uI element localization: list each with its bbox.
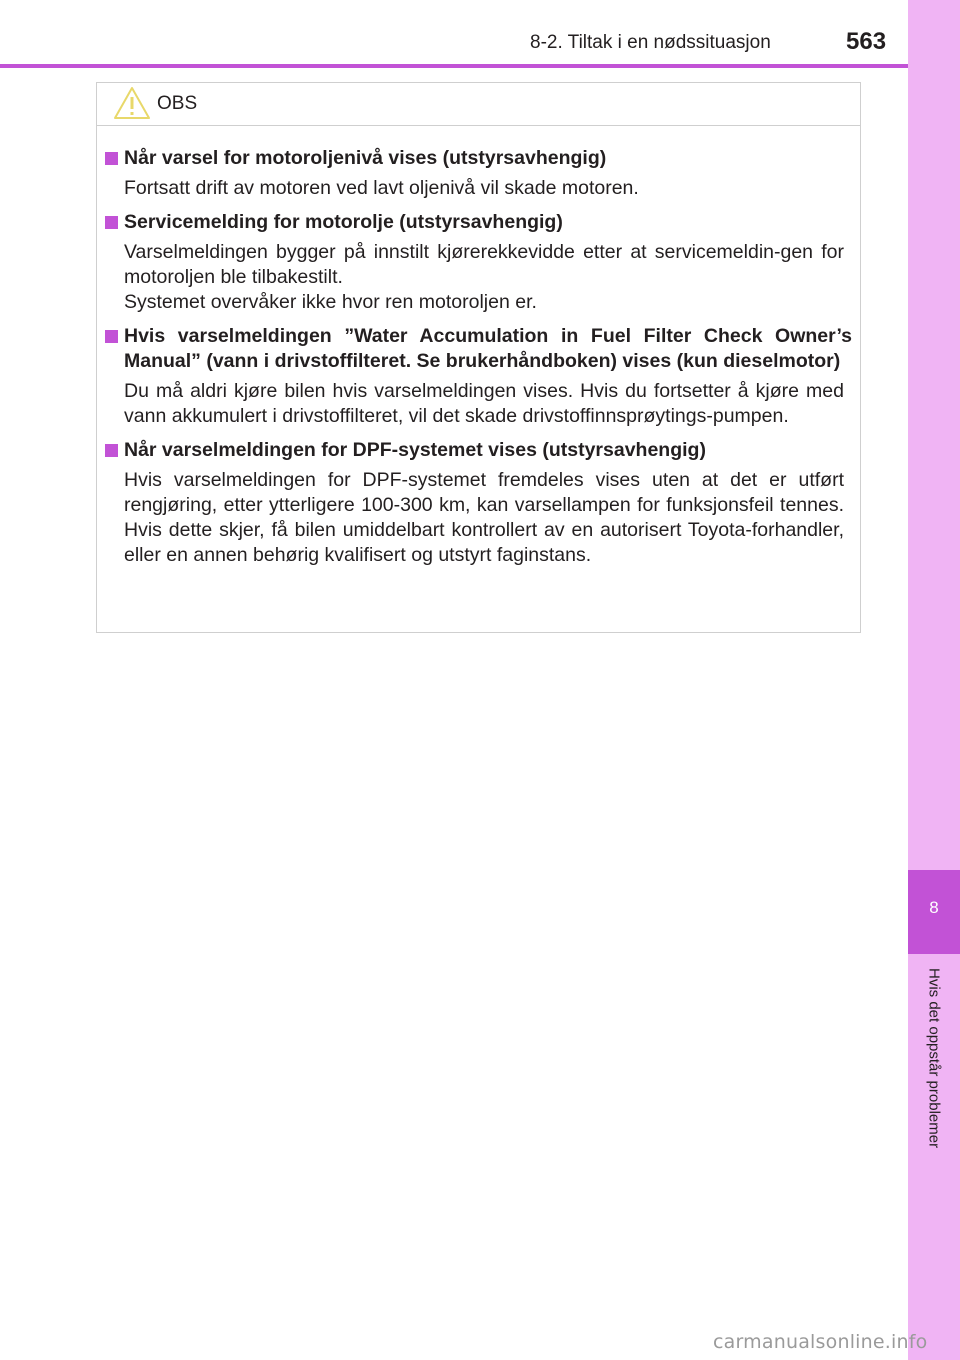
chapter-tab[interactable]	[908, 870, 960, 954]
watermark: carmanualsonline.info	[713, 1331, 928, 1353]
item-text: Du må aldri kjøre bilen hvis varselmeldingen vises. Hvis du fortsetter å kjøre med vann akkumulert i drivstoffilteret, vil det skade drivstoffinnsprøytings-pumpen.	[124, 380, 844, 427]
square-bullet-icon	[105, 330, 118, 343]
chapter-title: Hvis det oppstår problemer	[925, 968, 943, 1149]
square-bullet-icon	[105, 216, 118, 229]
item-text: Hvis varselmeldingen for DPF-systemet fremdeles vises uten at det er utført rengjøring, etter ytterligere 100-300 km, kan varsellampen for funksjonsfeil tennes. Hvis dette skjer, få bilen umiddelbart kontrollert av en autorisert Toyota-forhandler, eller en annen behørig kvalifisert og utstyrt faginstans.	[124, 469, 844, 566]
warning-triangle-icon	[113, 86, 151, 120]
item-heading: Hvis varselmeldingen ”Water Accumulation in Fuel Filter Check Owner’s Manual” (vann i drivstoffilteret. Se brukerhåndboken) vises (kun dieselmotor)	[105, 324, 852, 374]
chapter-number: 8	[929, 898, 939, 917]
section-title: 8-2. Tiltak i en nødssituasjon	[530, 32, 771, 53]
header-divider	[0, 64, 908, 68]
item-text: Fortsatt drift av motoren ved lavt oljenivå vil skade motoren.	[124, 177, 639, 199]
obs-item-oil-service	[105, 210, 852, 315]
obs-header	[97, 83, 860, 126]
obs-item-water-fuel-filter	[105, 324, 852, 429]
square-bullet-icon	[105, 152, 118, 165]
obs-body	[97, 126, 860, 568]
obs-notice-box	[96, 82, 861, 633]
obs-label: OBS	[157, 93, 198, 114]
item-heading: Når varsel for motoroljenivå vises (utstyrsavhengig)	[105, 146, 852, 171]
item-heading: Servicemelding for motorolje (utstyrsavhengig)	[105, 210, 852, 235]
obs-item-dpf	[105, 438, 852, 568]
square-bullet-icon	[105, 444, 118, 457]
page-number: 563	[846, 28, 887, 55]
item-heading: Når varselmeldingen for DPF-systemet vises (utstyrsavhengig)	[105, 438, 852, 463]
obs-item-oil-level	[105, 146, 852, 201]
item-text: Varselmeldingen bygger på innstilt kjørerekkevidde etter at servicemeldin-gen for motoroljen ble tilbakestilt. Systemet overvåker ikke hvor ren motoroljen er.	[124, 241, 844, 313]
